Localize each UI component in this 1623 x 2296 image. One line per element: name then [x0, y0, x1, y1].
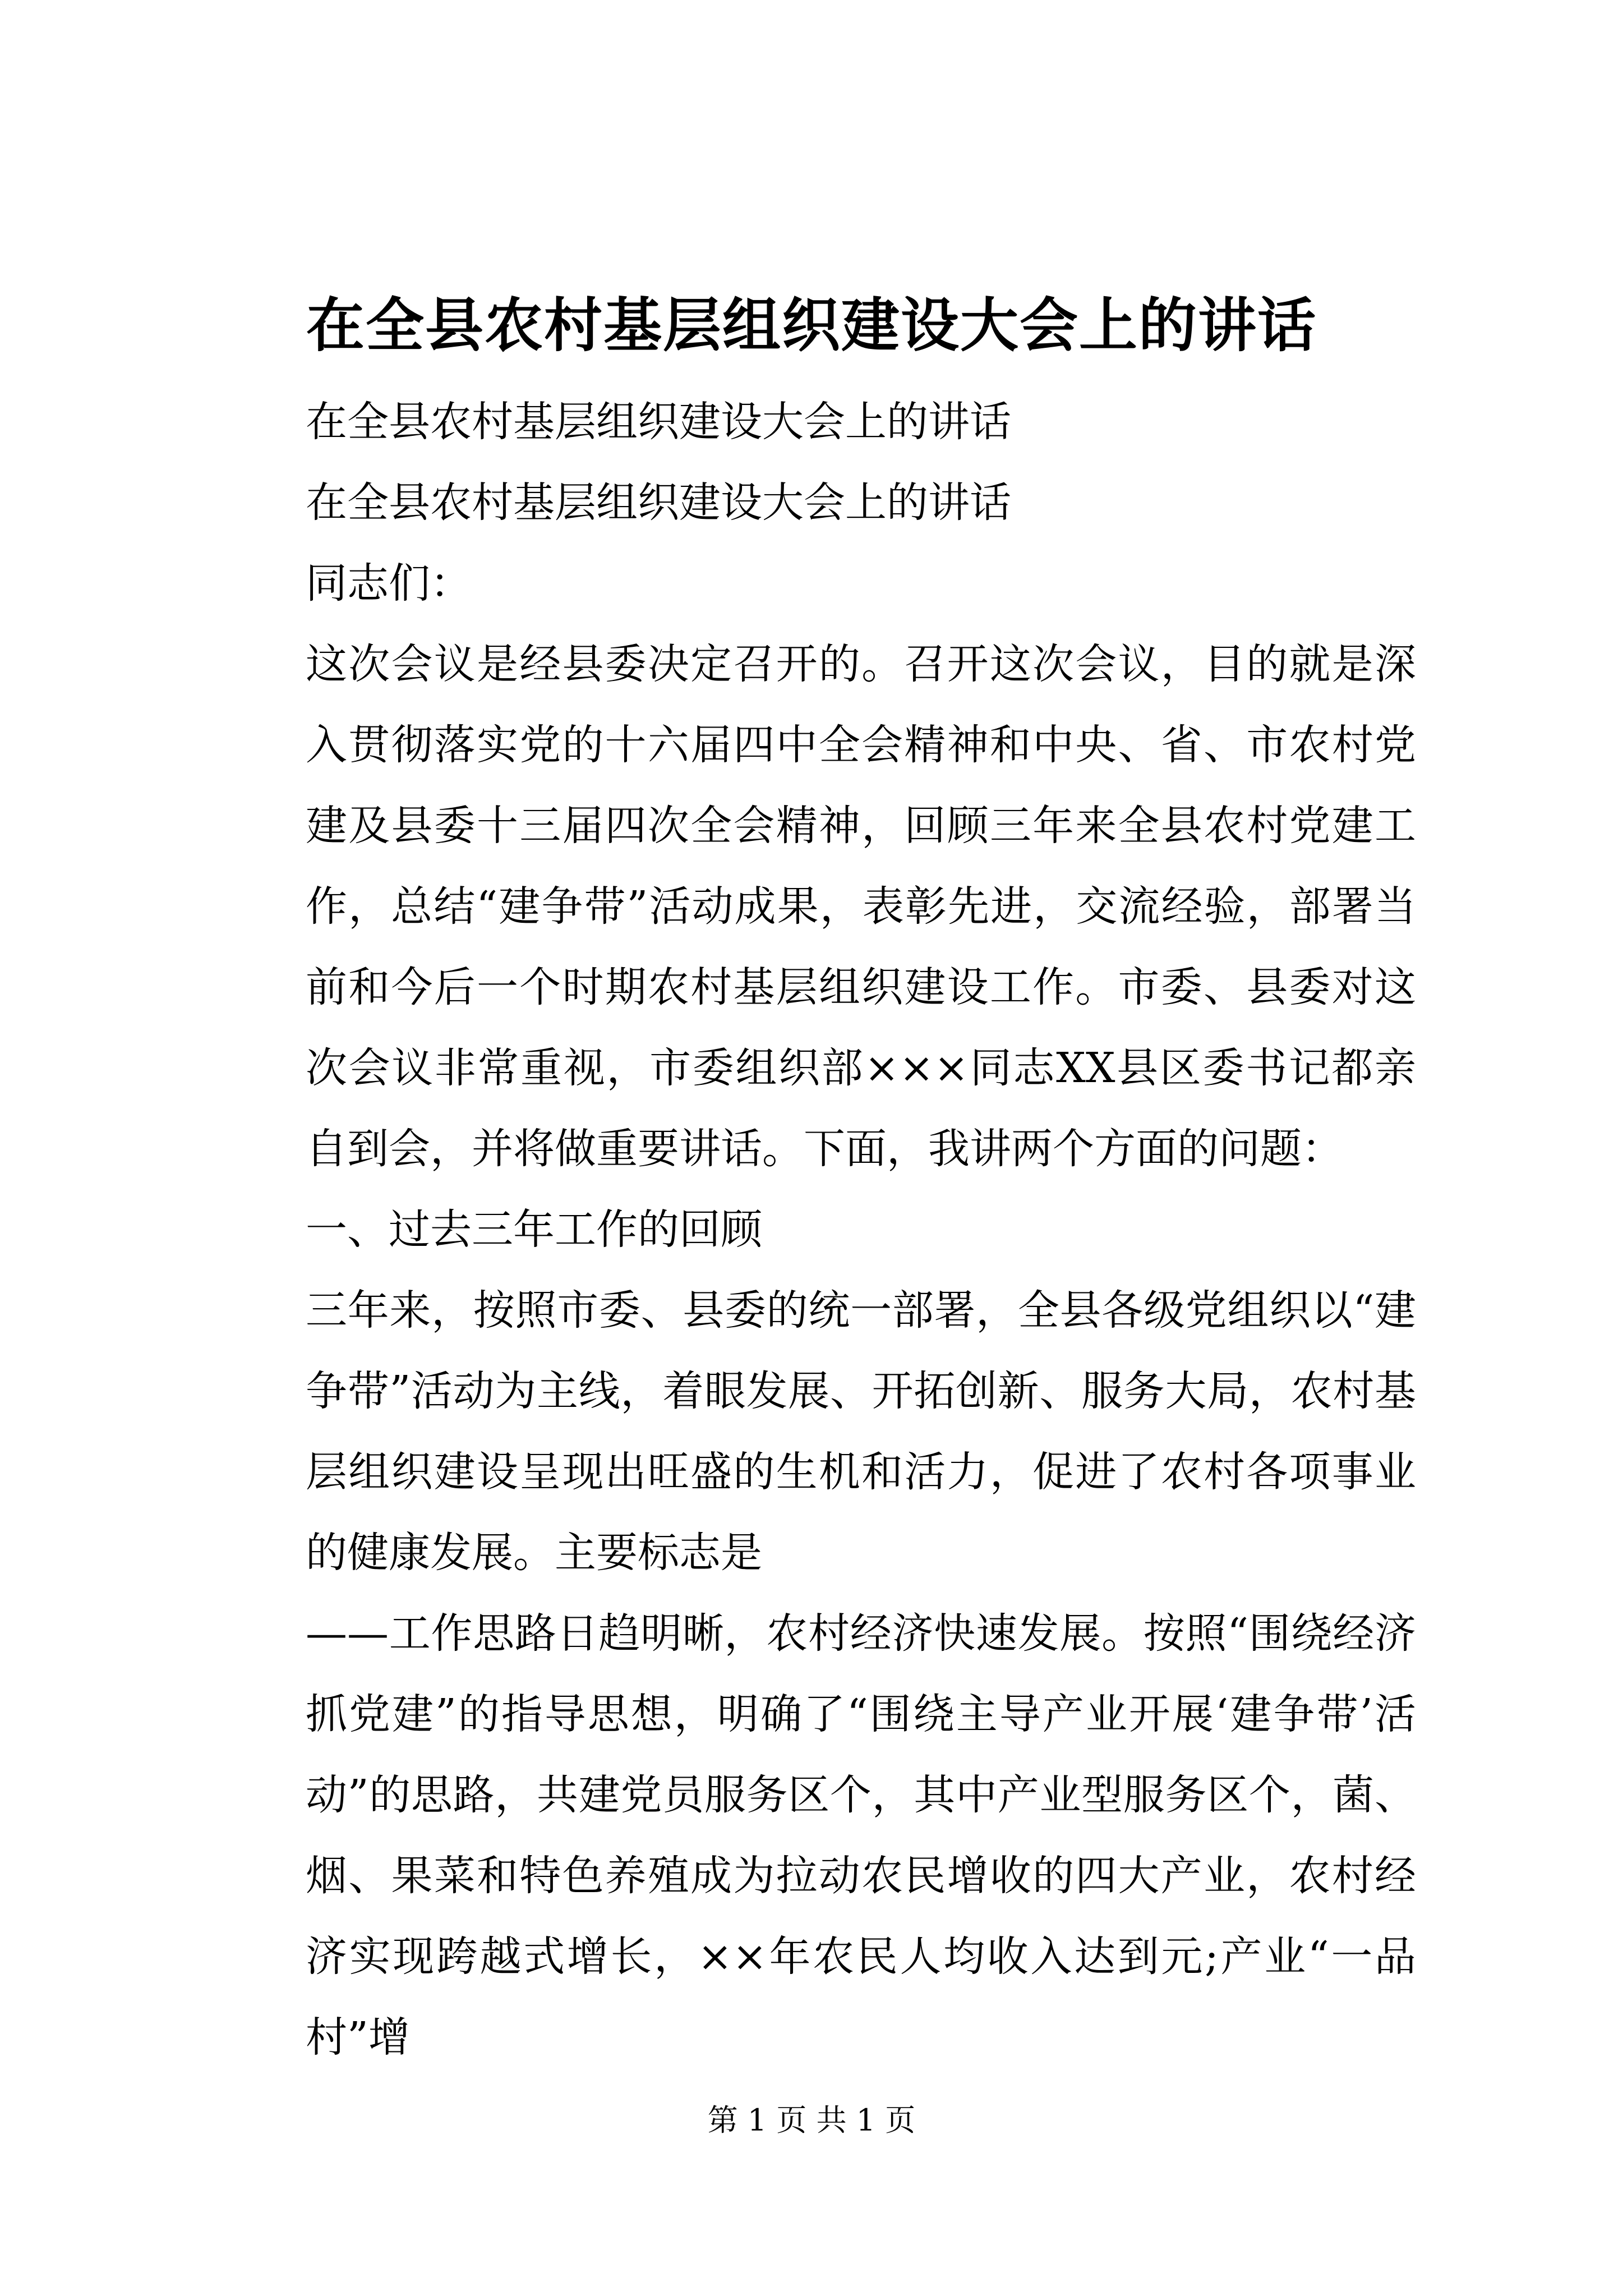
subtitle-line-1: 在全县农村基层组织建设大会上的讲话: [306, 398, 1011, 446]
page-number-footer: 第 1 页 共 1 页: [707, 2102, 916, 2138]
body-paragraph-intro: 这次会议是经县委决定召开的。召开这次会议，目的就是深入贯彻落实党的十六届四中全会精神和中央、省、市农村党建及县委十三届四次全会精神，回顾三年来全县农村党建工作，总结“建争带”活动成果，表彰先进，交流经验，部署当前和今后一个时期农村基层组织建设工作。市委、县委对这次会议非常重视，市委组织部×××同志XX县区委书记都亲自到会，并将做重要讲话。下面，我讲两个方面的问题：: [306, 640, 1416, 1173]
section-heading-1: 一、过去三年工作的回顾: [306, 1205, 762, 1254]
body-paragraph-point-1: ——工作思路日趋明晰，农村经济快速发展。按照“围绕经济抓党建”的指导思想，明确了“围绕主导产业开展‘建争带’活动”的思路，共建党员服务区个，其中产业型服务区个，菌、烟、果菜和特色养殖成为拉动农民增收的四大产业，农村经济实现跨越式增长，××年农民人均收入达到元;产业“一品村”增: [306, 1609, 1416, 2062]
body-paragraph-review: 三年来，按照市委、县委的统一部署，全县各级党组织以“建争带”活动为主线，着眼发展、开拓创新、服务大局，农村基层组织建设呈现出旺盛的生机和活力，促进了农村各项事业的健康发展。主要标志是: [306, 1286, 1416, 1577]
document-body: [306, 381, 1416, 2078]
subtitle-line-2: 在全县农村基层组织建设大会上的讲话: [306, 478, 1011, 527]
salutation: 同志们：: [306, 559, 472, 608]
document-title: 在全县农村基层组织建设大会上的讲话: [306, 291, 1317, 360]
